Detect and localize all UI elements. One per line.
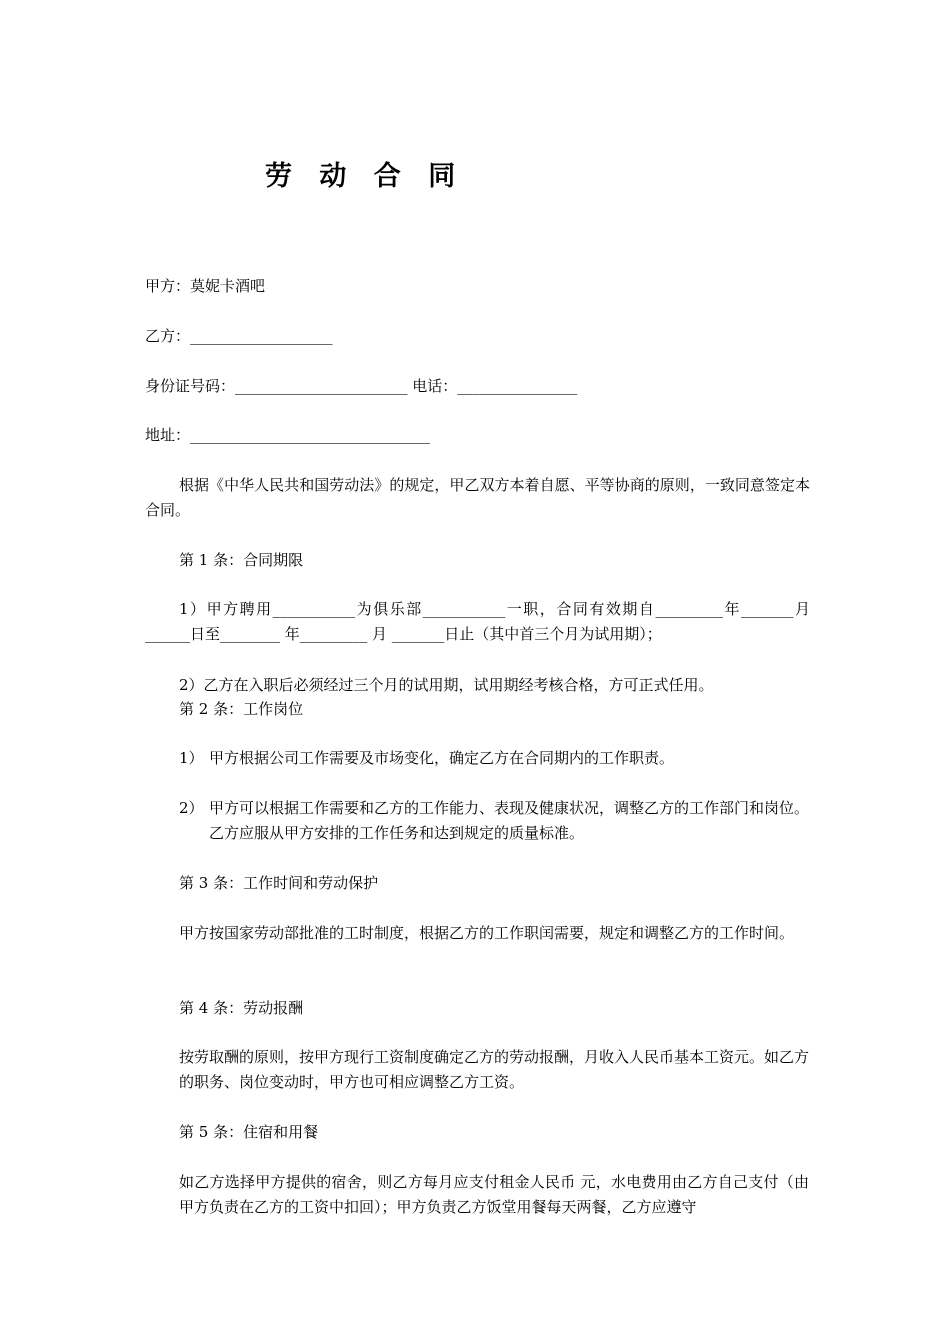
intro-paragraph: 根据《中华人民共和国劳动法》的规定，甲乙双方本着自愿、平等协商的原则，一致同意签定本合同。 <box>145 476 810 519</box>
article-2-heading: 第 2 条：工作岗位 <box>179 700 304 718</box>
article-4-body: 按劳取酬的原则，按甲方现行工资制度确定乙方的劳动报酬，月收入人民币基本工资元。如乙方的职务、岗位变动时，甲方也可相应调整乙方工资。 <box>179 1048 810 1091</box>
article-5-heading: 第 5 条：住宿和用餐 <box>179 1123 319 1141</box>
party-b-line: 乙方：___________________ <box>145 327 333 345</box>
article-1-clause-2: 2）乙方在入职后必须经过三个月的试用期，试用期经考核合格，方可正式任用。 <box>179 676 714 694</box>
article-4-heading: 第 4 条：劳动报酬 <box>179 999 304 1017</box>
article-2-item <box>179 796 809 846</box>
article-5-body: 如乙方选择甲方提供的宿舍，则乙方每月应支付租金人民币 元，水电费用由乙方自己支付（由甲方负责在乙方的工资中扣回）；甲方负责乙方饭堂用餐每天两餐，乙方应遵守 <box>179 1173 809 1216</box>
article-1-heading: 第 1 条：合同期限 <box>179 551 304 569</box>
address-line: 地址：________________________________ <box>145 426 431 444</box>
article-3-body: 甲方按国家劳动部批准的工时制度，根据乙方的工作职闰需要，规定和调整乙方的工作时间。 <box>179 924 795 942</box>
item-number: 2） <box>179 799 204 817</box>
party-a-line: 甲方：莫妮卡酒吧 <box>145 277 266 295</box>
article-1-clause-1: 1）甲方聘用___________为俱乐部___________一职，合同有效期自_________年_______月______日至________ 年_________ 月 _______日止（其中首三个月为试用期）； <box>145 600 810 643</box>
document-title: 劳 动 合 同 <box>265 161 465 192</box>
item-text: 甲方根据公司工作需要及市场变化，确定乙方在合同期内的工作职责。 <box>209 749 675 767</box>
item-text: 甲方可以根据工作需要和乙方的工作能力、表现及健康状况，调整乙方的工作部门和岗位。乙方应服从甲方安排的工作任务和达到规定的质量标准。 <box>209 799 810 842</box>
item-number: 1） <box>179 749 204 767</box>
article-2-item <box>179 746 809 771</box>
article-3-heading: 第 3 条：工作时间和劳动保护 <box>179 874 379 892</box>
id-phone-line: 身份证号码：_______________________ 电话：________________ <box>145 377 578 395</box>
